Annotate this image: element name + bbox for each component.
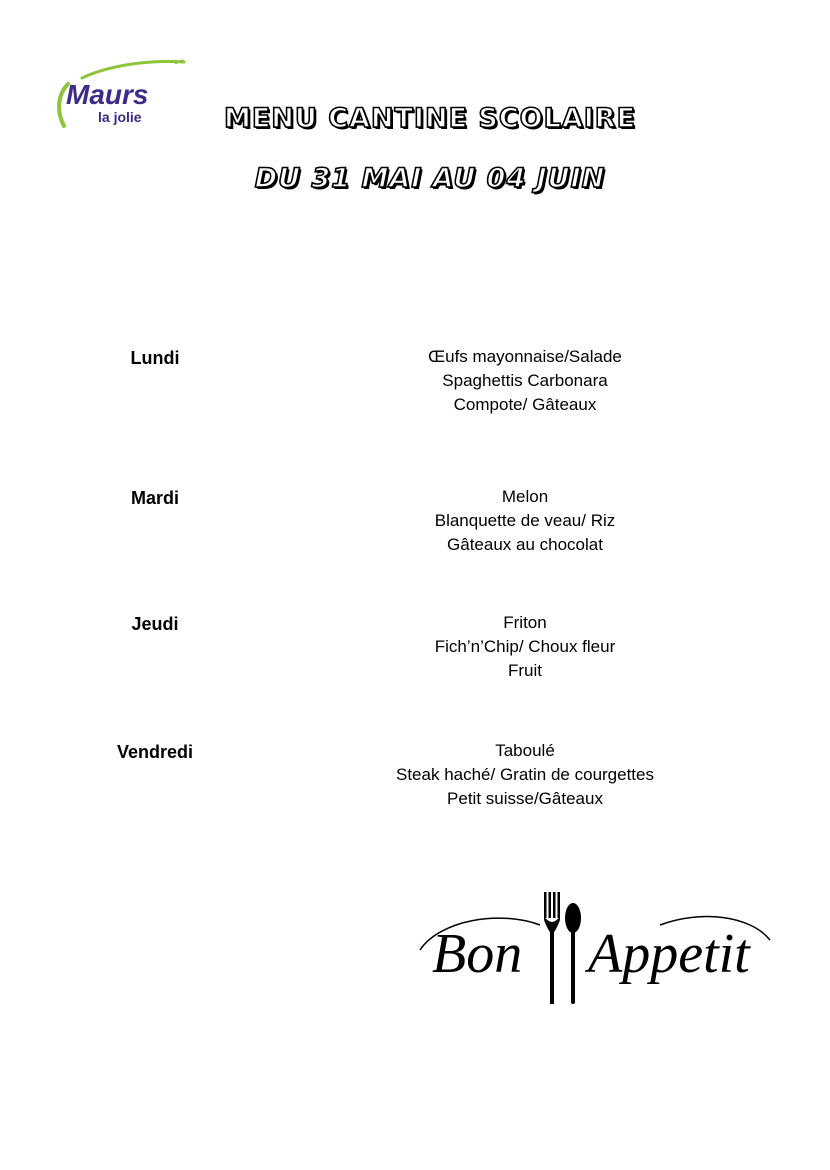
dish-starter: Œufs mayonnaise/Salade	[428, 347, 622, 366]
day-name: Mardi	[130, 488, 179, 508]
appetit-word: Appetit	[588, 923, 750, 985]
dish-main: Steak haché/ Gratin de courgettes	[396, 765, 654, 784]
dish-dessert: Gâteaux au chocolat	[447, 535, 603, 554]
dish-list	[360, 611, 690, 683]
fork-icon	[544, 892, 560, 1004]
dish-main: Blanquette de veau/ Riz	[434, 511, 616, 530]
dish-dessert: Petit suisse/Gâteaux	[447, 789, 603, 808]
dish-main: Spaghettis Carbonara	[442, 371, 608, 390]
dish-starter: Friton	[503, 613, 547, 632]
dish-main: Fich’n’Chip/ Choux fleur	[434, 637, 616, 656]
page-title: MENU CANTINE SCOLAIRE	[223, 103, 637, 134]
bon-word: Bon	[432, 923, 523, 985]
dish-starter: Taboulé	[495, 741, 555, 760]
dish-dessert: Compote/ Gâteaux	[453, 395, 597, 414]
day-name: Vendredi	[116, 742, 194, 762]
bon-appetit-graphic	[410, 880, 780, 1015]
dish-list	[360, 485, 690, 557]
dish-list	[360, 345, 690, 417]
page-subtitle-dates: DU 31 MAI AU 04 JUIN	[254, 163, 606, 194]
day-name: Lundi	[130, 348, 180, 368]
logo-subtitle: la jolie	[98, 109, 142, 125]
dish-starter: Melon	[501, 487, 549, 506]
spoon-icon	[565, 903, 581, 1004]
dish-dessert: Fruit	[508, 661, 542, 680]
logo-title: Maurs	[66, 79, 149, 110]
dish-list	[360, 739, 690, 811]
day-name: Jeudi	[131, 614, 179, 634]
